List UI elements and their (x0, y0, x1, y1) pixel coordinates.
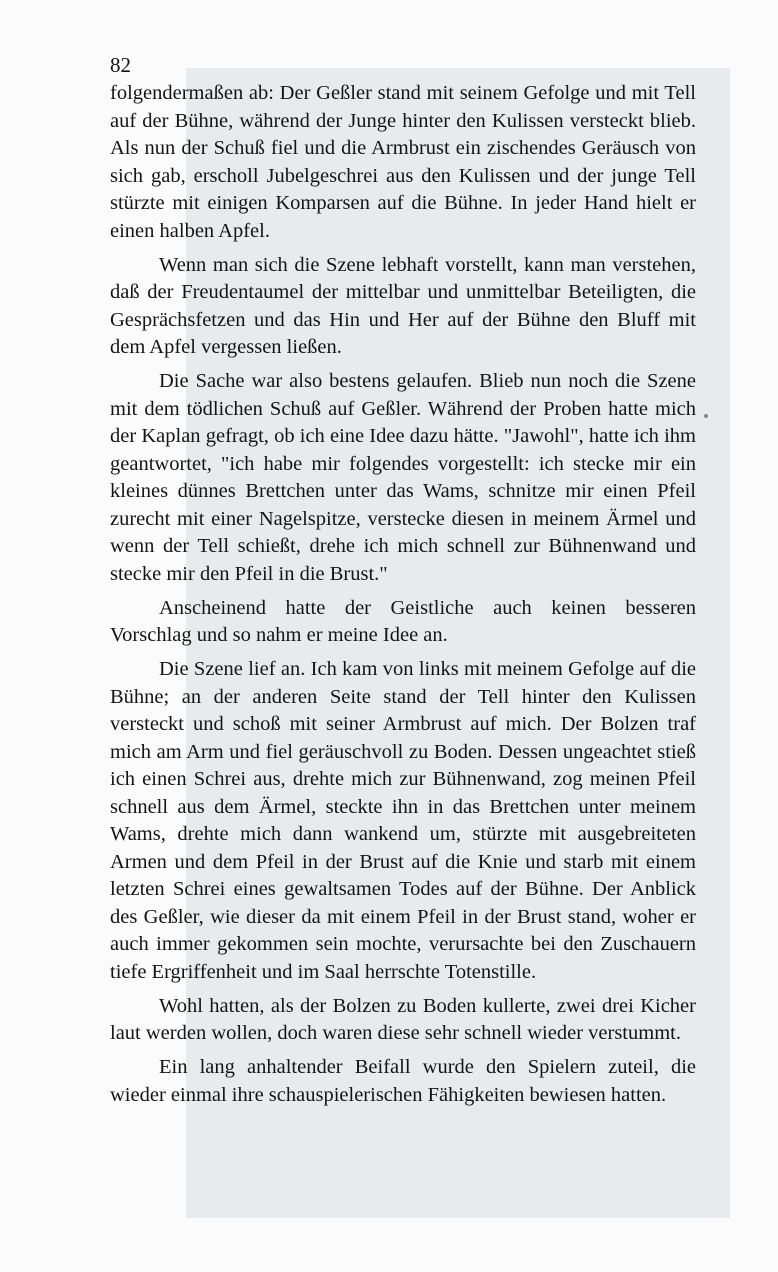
ink-speck (704, 414, 708, 418)
paragraph: Die Szene lief an. Ich kam von links mit meinem Gefolge auf die Bühne; an der anderen Seite stand der Tell hinter den Kulissen versteckt und schoß mit seiner Armbrust auf mich. Der Bolzen traf mich am Arm und fiel geräuschvoll zu Boden. Dessen ungeachtet stieß ich einen Schrei aus, drehte mich zur Bühnenwand, zog meinen Pfeil schnell aus dem Ärmel, steckte ihn in das Brettchen unter meinem Wams, drehte mich dann wankend um, stürzte mit ausgebreiteten Armen und dem Pfeil in der Brust auf die Knie und starb mit einem letzten Schrei eines gewaltsamen Todes auf der Bühne. Der Anblick des Geßler, wie dieser da mit einem Pfeil in der Brust stand, woher er auch immer gekommen sein mochte, verursachte bei den Zuschauern tiefe Ergriffenheit und im Saal herrschte Totenstille. (110, 658, 696, 983)
paragraph: Ein lang anhaltender Beifall wurde den Spielern zuteil, die wieder einmal ihre schauspielerischen Fähigkeiten bewiesen hatten. (110, 1056, 696, 1106)
paragraph: Wenn man sich die Szene lebhaft vorstellt, kann man verstehen, daß der Freudentaumel der mittelbar und unmittelbar Beteiligten, die Gesprächsfetzen und das Hin und Her auf der Bühne den Bluff mit dem Apfel vergessen ließen. (110, 253, 696, 358)
paragraph: Anscheinend hatte der Geistliche auch keinen besseren Vorschlag und so nahm er meine Idee an. (110, 596, 696, 646)
body-text (110, 80, 696, 1116)
paragraph: Die Sache war also bestens gelaufen. Blieb nun noch die Szene mit dem tödlichen Schuß auf Geßler. Während der Proben hatte mich der Kaplan gefragt, ob ich eine Idee dazu hätte. "Jawohl", hatte ich ihm geantwortet, "ich habe mir folgendes vorgestellt: ich stecke mir ein kleines dünnes Brettchen unter das Wams, schnitze mir einen Pfeil zurecht mit einer Nagelspitze, verstecke diesen in meinem Ärmel und wenn der Tell schießt, drehe ich mich schnell zur Bühnenwand und stecke mir den Pfeil in die Brust." (110, 370, 696, 585)
paragraph: Wohl hatten, als der Bolzen zu Boden kullerte, zwei drei Kicher laut werden wollen, doch waren diese sehr schnell wieder verstummt. (110, 994, 696, 1044)
page-number: 82 (110, 53, 131, 77)
paragraph: folgendermaßen ab: Der Geßler stand mit seinem Gefolge und mit Tell auf der Bühne, während der Junge hinter den Kulissen versteckt blieb. Als nun der Schuß fiel und die Armbrust ein zischendes Geräusch von sich gab, erscholl Jubelgeschrei aus den Kulissen und der junge Tell stürzte mit einigen Komparsen auf die Bühne. In jeder Hand hielt er einen halben Apfel. (110, 82, 696, 242)
